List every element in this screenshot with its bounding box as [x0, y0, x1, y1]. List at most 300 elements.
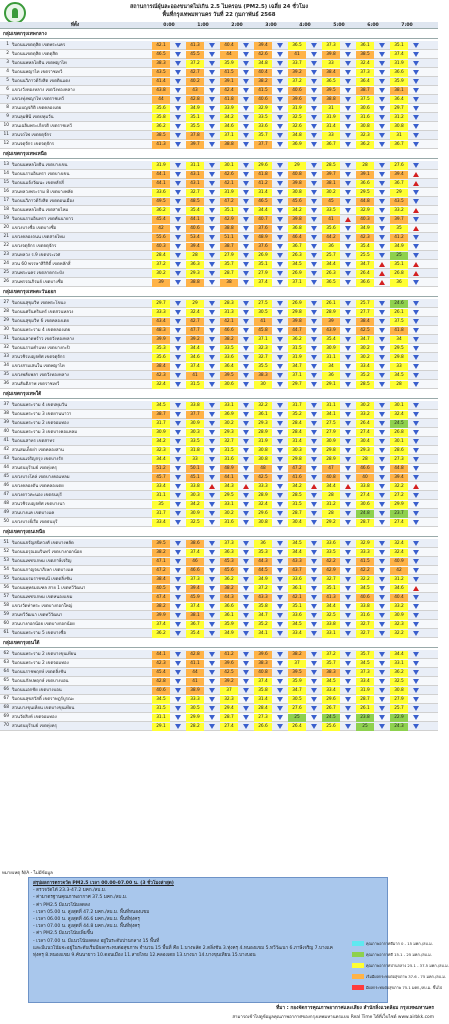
pm25-value: 31.7 — [152, 420, 170, 428]
trend-down-icon — [277, 724, 283, 729]
pm25-value: 42.9 — [220, 216, 238, 224]
pm25-value: 33.3 — [356, 549, 374, 557]
pm25-value: 33.8 — [322, 621, 340, 629]
pm25-value: 33.7 — [288, 60, 306, 68]
trend-down-icon — [277, 172, 283, 177]
pm25-value: 30.8 — [356, 123, 374, 131]
station-number: 35 — [3, 372, 9, 377]
trend-down-icon — [311, 670, 317, 675]
trend-down-icon — [345, 355, 351, 360]
pm25-value: 34.7 — [288, 363, 306, 371]
trend-down-icon — [345, 271, 351, 276]
trend-down-icon — [243, 79, 249, 84]
trend-down-icon — [175, 142, 181, 147]
pm25-value: 33.4 — [288, 630, 306, 638]
pm25-value: 43.7 — [288, 567, 306, 575]
station-name: สวนจตุจักร เขตจตุจักร — [12, 141, 55, 147]
pm25-value: 39.5 — [322, 87, 340, 95]
pm25-value: 32.7 — [322, 576, 340, 584]
trend-down-icon — [175, 382, 181, 387]
station-number: 13 — [3, 162, 9, 167]
trend-down-icon — [175, 253, 181, 258]
pm25-value: 35.3 — [254, 549, 272, 557]
pm25-value: 42.8 — [152, 678, 170, 686]
trend-down-icon — [379, 208, 385, 213]
pm25-value: 29.8 — [322, 447, 340, 455]
trend-down-icon — [243, 346, 249, 351]
legend-label: เริ่มมีผลกระทบต่อสุขภาพ 37.6 - 75 มคก./ลบ.ม. — [366, 974, 446, 979]
trend-down-icon — [413, 661, 419, 666]
station-name: ริมถนนพุทธมณฑล สาย 1 เขตทวีวัฒนา — [12, 585, 86, 591]
trend-down-icon — [175, 652, 181, 657]
station-name: ริมถนนอรุณอมรินทร์ เขตบางกอกน้อย — [12, 549, 82, 555]
trend-down-icon — [379, 559, 385, 564]
trend-down-icon — [243, 382, 249, 387]
trend-down-icon — [209, 466, 215, 471]
trend-down-icon — [413, 61, 419, 66]
trend-down-icon — [311, 502, 317, 507]
trend-down-icon — [209, 163, 215, 168]
pm25-value: 41.1 — [186, 660, 204, 668]
pm25-value: 35.1 — [322, 585, 340, 593]
trend-down-icon — [379, 511, 385, 516]
trend-down-icon — [277, 70, 283, 75]
station-number: 69 — [3, 714, 9, 719]
pm25-value: 44.7 — [288, 327, 306, 335]
trend-down-icon — [379, 244, 385, 249]
trend-down-icon — [175, 319, 181, 324]
trend-down-icon — [413, 568, 419, 573]
trend-down-icon — [345, 253, 351, 258]
trend-down-icon — [311, 328, 317, 333]
trend-down-icon — [277, 280, 283, 285]
trend-down-icon — [277, 61, 283, 66]
trend-up-icon — [209, 484, 215, 489]
trend-down-icon — [311, 190, 317, 195]
station-name: สวนหลวงพระราม 8 เขตบางพลัด — [12, 189, 74, 195]
trend-down-icon — [311, 421, 317, 426]
trend-down-icon — [413, 652, 419, 657]
station-name: แขวงทุ่งพญาไท เขตราชเทวี — [12, 96, 64, 102]
pm25-value: 31.3 — [220, 309, 238, 317]
trend-up-icon — [379, 280, 385, 285]
trend-down-icon — [413, 244, 419, 249]
station-number: 59 — [3, 612, 9, 617]
summary-line: - ค่า PM2.5 มีแนวโน้มเพิ่มขึ้น — [33, 931, 93, 937]
trend-down-icon — [345, 412, 351, 417]
trend-up-icon — [413, 226, 419, 231]
station-name: ริมถนนเขตดุสิต เขตดุสิต — [12, 51, 58, 57]
station-name: แขวงดาวคะนอง เขตธนบุรี — [12, 492, 62, 498]
trend-down-icon — [379, 355, 385, 360]
trend-down-icon — [311, 550, 317, 555]
trend-down-icon — [277, 715, 283, 720]
pm25-value: 27.2 — [390, 492, 408, 500]
pm25-value: 36.2 — [288, 336, 306, 344]
pm25-value: 37.3 — [186, 576, 204, 584]
pm25-value: 29.3 — [186, 270, 204, 278]
trend-down-icon — [345, 697, 351, 702]
pm25-value: 28.9 — [322, 309, 340, 317]
pm25-value: 39.5 — [220, 372, 238, 380]
pm25-value: 40.4 — [254, 69, 272, 77]
pm25-value: 27.4 — [220, 723, 238, 731]
pm25-value: 39.8 — [322, 51, 340, 59]
trend-down-icon — [243, 61, 249, 66]
trend-down-icon — [311, 631, 317, 636]
trend-down-icon — [175, 373, 181, 378]
pm25-value: 39.9 — [152, 612, 170, 620]
pm25-value: 38.4 — [152, 363, 170, 371]
pm25-value: 41.8 — [390, 327, 408, 335]
trend-down-icon — [243, 262, 249, 267]
station-name: แขวงวังทองหลาง เขตวังทองหลาง — [12, 87, 75, 93]
trend-down-icon — [379, 679, 385, 684]
pm25-value: 37.2 — [152, 261, 170, 269]
trend-down-icon — [175, 511, 181, 516]
pm25-value: 29.9 — [186, 714, 204, 722]
pm25-value: 32.4 — [390, 540, 408, 548]
pm25-value: 39.4 — [254, 42, 272, 50]
trend-down-icon — [209, 403, 215, 408]
pm25-value: 34.4 — [288, 549, 306, 557]
pm25-value: 32.3 — [220, 696, 238, 704]
group-header: กลุ่มเขตกรุงเทพตะวันออก — [0, 289, 438, 297]
pm25-value: 36.1 — [356, 42, 374, 50]
trend-down-icon — [413, 115, 419, 120]
trend-down-icon — [243, 217, 249, 222]
trend-down-icon — [345, 475, 351, 480]
header-time: 5:00 — [322, 22, 356, 29]
pm25-value: 37.6 — [254, 225, 272, 233]
station-name: ริมถนนเขตดุสิต เขตพระนคร — [12, 42, 66, 48]
pm25-value: 22.9 — [390, 714, 408, 722]
pm25-value: 35.4 — [186, 630, 204, 638]
trend-down-icon — [243, 271, 249, 276]
pm25-value: 41 — [254, 318, 272, 326]
pm25-value: 36.2 — [220, 576, 238, 584]
pm25-value: 35.5 — [186, 123, 204, 131]
header-time: 6:00 — [356, 22, 390, 29]
station-number: 5 — [6, 78, 9, 83]
pm25-value: 34.4 — [254, 207, 272, 215]
pm25-value: 34 — [390, 336, 408, 344]
pm25-value: 31.9 — [322, 114, 340, 122]
pm25-value: 31.4 — [254, 189, 272, 197]
pm25-value: 36.2 — [152, 630, 170, 638]
trend-down-icon — [277, 679, 283, 684]
pm25-value: 44 — [152, 96, 170, 104]
pm25-value: 36.6 — [356, 180, 374, 188]
trend-down-icon — [379, 520, 385, 525]
pm25-value: 34.4 — [322, 603, 340, 611]
trend-down-icon — [277, 328, 283, 333]
pm25-value: 24.8 — [356, 510, 374, 518]
pm25-value: 26.3 — [322, 270, 340, 278]
pm25-value: 29.7 — [288, 381, 306, 389]
trend-down-icon — [345, 244, 351, 249]
trend-down-icon — [209, 271, 215, 276]
trend-down-icon — [277, 613, 283, 618]
pm25-value: 36 — [254, 540, 272, 548]
trend-down-icon — [243, 541, 249, 546]
trend-down-icon — [277, 319, 283, 324]
legend-item — [352, 984, 443, 991]
trend-down-icon — [175, 484, 181, 489]
trend-down-icon — [243, 226, 249, 231]
station-number: 37 — [3, 402, 9, 407]
pm25-value: 47.4 — [152, 594, 170, 602]
trend-down-icon — [243, 373, 249, 378]
trend-down-icon — [209, 133, 215, 138]
pm25-value: 38.2 — [152, 603, 170, 611]
trend-down-icon — [277, 271, 283, 276]
group-header: กลุ่มเขตกรุงเทพใต้ — [0, 391, 438, 399]
trend-down-icon — [209, 493, 215, 498]
pm25-value: 31.5 — [288, 501, 306, 509]
trend-down-icon — [209, 520, 215, 525]
legend-item — [352, 962, 449, 969]
pm25-value: 34.4 — [152, 456, 170, 464]
station-number: 49 — [3, 510, 9, 515]
trend-down-icon — [413, 631, 419, 636]
trend-down-icon — [345, 226, 351, 231]
trend-down-icon — [277, 43, 283, 48]
pm25-value: 38.2 — [220, 336, 238, 344]
trend-down-icon — [311, 115, 317, 120]
station-number: 50 — [3, 519, 9, 524]
station-number: 36 — [3, 381, 9, 386]
trend-down-icon — [379, 724, 385, 729]
trend-down-icon — [277, 115, 283, 120]
trend-down-icon — [277, 520, 283, 525]
pm25-value: 25.5 — [356, 252, 374, 260]
pm25-value: 34.9 — [254, 576, 272, 584]
trend-down-icon — [311, 355, 317, 360]
pm25-value: 37.3 — [322, 42, 340, 50]
pm25-value: 47 — [322, 465, 340, 473]
pm25-value: 45.5 — [186, 51, 204, 59]
pm25-value: 38.4 — [356, 318, 374, 326]
trend-down-icon — [413, 97, 419, 102]
trend-down-icon — [175, 262, 181, 267]
pm25-value: 38.7 — [356, 87, 374, 95]
trend-down-icon — [277, 493, 283, 498]
trend-down-icon — [379, 115, 385, 120]
trend-down-icon — [209, 43, 215, 48]
pm25-value: 37.1 — [220, 132, 238, 140]
pm25-value: 41 — [186, 678, 204, 686]
trend-down-icon — [413, 706, 419, 711]
pm25-value: 38.2 — [152, 549, 170, 557]
trend-down-icon — [345, 364, 351, 369]
pm25-value: 35.1 — [390, 261, 408, 269]
pm25-value: 23.7 — [390, 510, 408, 518]
trend-up-icon — [345, 484, 351, 489]
pm25-value: 32.3 — [152, 447, 170, 455]
pm25-value: 36.5 — [322, 279, 340, 287]
pm25-value: 28 — [390, 381, 408, 389]
pm25-value: 37.3 — [220, 540, 238, 548]
trend-down-icon — [277, 412, 283, 417]
pm25-value: 36.4 — [390, 96, 408, 104]
trend-down-icon — [345, 559, 351, 564]
trend-down-icon — [379, 124, 385, 129]
pm25-value: 34.5 — [152, 402, 170, 410]
trend-down-icon — [277, 163, 283, 168]
pm25-value: 40.4 — [220, 42, 238, 50]
station-number: 40 — [3, 429, 9, 434]
pm25-value: 41.4 — [152, 78, 170, 86]
trend-up-icon — [413, 586, 419, 591]
pm25-value: 39.1 — [356, 171, 374, 179]
trend-down-icon — [277, 337, 283, 342]
pm25-value: 34.2 — [220, 114, 238, 122]
station-number: 54 — [3, 567, 9, 572]
pm25-value: 34.9 — [220, 630, 238, 638]
trend-down-icon — [345, 301, 351, 306]
pm25-value: 50.1 — [186, 465, 204, 473]
pm25-value: 27.7 — [356, 309, 374, 317]
summary-line: - เวลา 07.00 น. มีแนวโน้มลดลง อยู่ในระดับปานกลาง 15 พื้นที่ — [33, 938, 160, 944]
trend-down-icon — [243, 208, 249, 213]
pm25-value: 30.8 — [390, 687, 408, 695]
pm25-value: 30.5 — [254, 309, 272, 317]
pm25-value: 44.1 — [152, 180, 170, 188]
trend-down-icon — [413, 373, 419, 378]
trend-down-icon — [209, 541, 215, 546]
trend-down-icon — [379, 226, 385, 231]
station-number: 65 — [3, 678, 9, 683]
trend-down-icon — [209, 670, 215, 675]
pm25-value: 28.5 — [356, 381, 374, 389]
pm25-value: 32.2 — [254, 402, 272, 410]
station-name: ริมถนนสาทร เขตสาทร — [12, 438, 55, 444]
trend-down-icon — [209, 364, 215, 369]
trend-down-icon — [277, 235, 283, 240]
pm25-value: 44.1 — [220, 474, 238, 482]
trend-down-icon — [175, 457, 181, 462]
pm25-value: 32.7 — [220, 438, 238, 446]
trend-down-icon — [345, 622, 351, 627]
pm25-value: 38.9 — [186, 687, 204, 695]
pm25-value: 31.6 — [356, 114, 374, 122]
station-number: 24 — [3, 261, 9, 266]
pm25-value: 46.6 — [220, 327, 238, 335]
pm25-value: 40.7 — [254, 216, 272, 224]
trend-down-icon — [209, 97, 215, 102]
trend-down-icon — [413, 355, 419, 360]
trend-down-icon — [379, 79, 385, 84]
station-name: ริมถนนพระราม 3 เขตบางคอแหลม — [12, 429, 78, 435]
trend-down-icon — [379, 697, 385, 702]
station-name: สวนวัดสิงห์ เขตจอมทอง — [12, 714, 57, 720]
pm25-value: 33.4 — [152, 519, 170, 527]
pm25-value: 40.6 — [288, 87, 306, 95]
trend-down-icon — [243, 337, 249, 342]
trend-down-icon — [311, 163, 317, 168]
trend-down-icon — [311, 106, 317, 111]
pm25-value: 42.3 — [356, 234, 374, 242]
trend-down-icon — [277, 502, 283, 507]
pm25-value: 33.5 — [186, 438, 204, 446]
trend-down-icon — [243, 163, 249, 168]
trend-down-icon — [243, 457, 249, 462]
pm25-value: 28.7 — [356, 519, 374, 527]
pm25-value: 37 — [288, 660, 306, 668]
trend-down-icon — [209, 604, 215, 609]
pm25-value: 32.9 — [254, 105, 272, 113]
pm25-value: 47.2 — [220, 198, 238, 206]
pm25-value: 35.6 — [152, 105, 170, 113]
trend-down-icon — [311, 697, 317, 702]
station-name: ริมถนนศรีนครินทร์ เขตสวนหลวง — [12, 309, 74, 315]
pm25-value: 30.5 — [186, 705, 204, 713]
trend-down-icon — [277, 511, 283, 516]
pm25-value: 29.8 — [288, 309, 306, 317]
pm25-value: 27.4 — [356, 429, 374, 437]
pm25-value: 31.5 — [152, 705, 170, 713]
trend-down-icon — [277, 661, 283, 666]
pm25-value: 33.2 — [356, 411, 374, 419]
pm25-value: 31.1 — [152, 714, 170, 722]
trend-down-icon — [175, 520, 181, 525]
pm25-value: 39.7 — [390, 216, 408, 224]
trend-down-icon — [243, 181, 249, 186]
pm25-value: 44.1 — [152, 651, 170, 659]
trend-down-icon — [243, 253, 249, 258]
pm25-value: 34.8 — [288, 132, 306, 140]
pm25-value: 32.3 — [356, 132, 374, 140]
trend-down-icon — [311, 382, 317, 387]
pm25-value: 38.2 — [220, 585, 238, 593]
pm25-value: 42.9 — [322, 567, 340, 575]
pm25-value: 30.4 — [288, 519, 306, 527]
trend-down-icon — [175, 364, 181, 369]
pm25-value: 29.4 — [220, 705, 238, 713]
trend-down-icon — [277, 448, 283, 453]
pm25-value: 46.6 — [186, 567, 204, 575]
pm25-value: 29.7 — [152, 300, 170, 308]
pm25-value: 41.8 — [220, 96, 238, 104]
trend-down-icon — [311, 430, 317, 435]
trend-down-icon — [209, 262, 215, 267]
trend-down-icon — [345, 346, 351, 351]
trend-down-icon — [243, 319, 249, 324]
trend-down-icon — [311, 172, 317, 177]
trend-down-icon — [243, 142, 249, 147]
trend-down-icon — [175, 412, 181, 417]
trend-down-icon — [209, 586, 215, 591]
pm25-value: 35.9 — [220, 621, 238, 629]
pm25-value: 42.1 — [220, 318, 238, 326]
trend-down-icon — [379, 457, 385, 462]
pm25-value: 28.7 — [220, 714, 238, 722]
trend-down-icon — [345, 613, 351, 618]
pm25-value: 27.3 — [254, 714, 272, 722]
pm25-value: 39 — [152, 279, 170, 287]
station-number: 52 — [3, 549, 9, 554]
report-subtitle: พื้นที่กรุงเทพมหานคร วันที่ 22 กุมภาพันธ์ 2568 — [162, 12, 276, 18]
trend-down-icon — [413, 328, 419, 333]
pm25-value: 38.4 — [322, 69, 340, 77]
trend-down-icon — [175, 43, 181, 48]
trend-down-icon — [379, 337, 385, 342]
pm25-value: 29 — [390, 189, 408, 197]
group-header: กลุ่มเขตกรุงธนเหนือ — [0, 529, 438, 537]
summary-line: - ค่ามาตรฐานคุณภาพอากาศ 37.5 มคก./ลบ.ม. — [33, 895, 128, 901]
trend-down-icon — [277, 595, 283, 600]
